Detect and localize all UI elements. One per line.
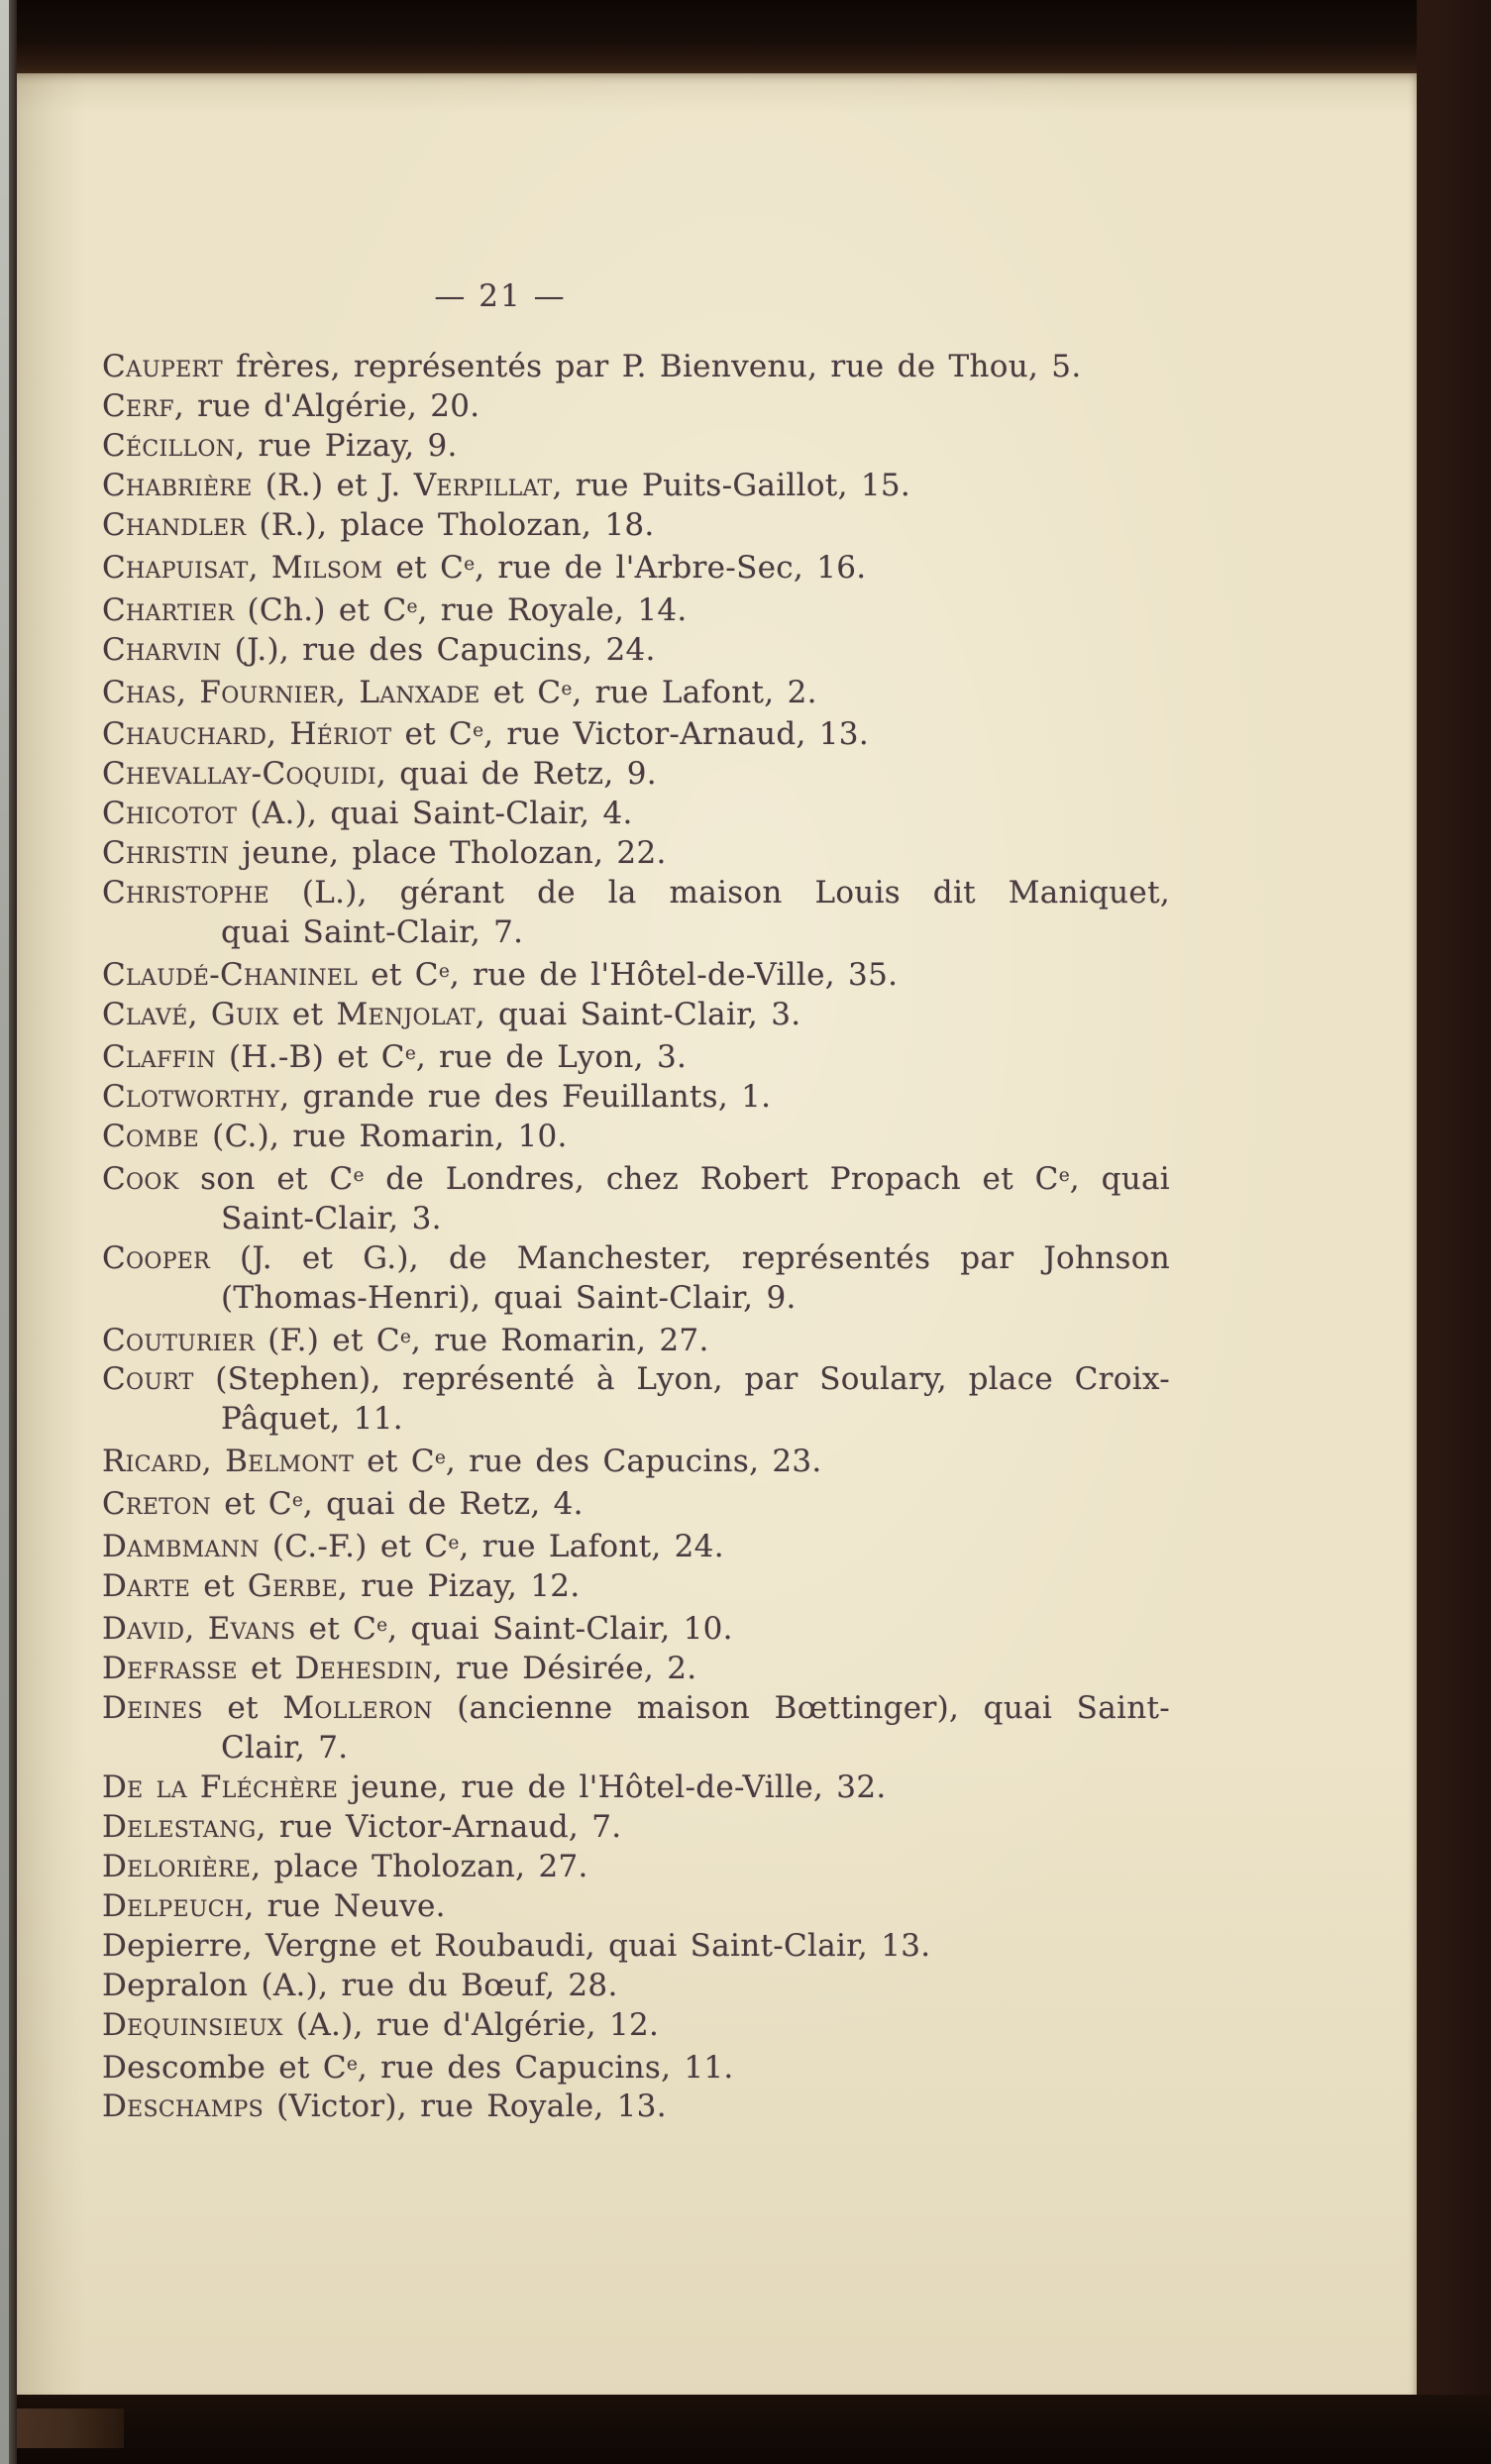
- entry-text: Clair, 7.: [221, 1729, 349, 1766]
- entry-line-continuation: [102, 1728, 1170, 1768]
- directory-entry: [102, 630, 1170, 670]
- entry-line: [102, 630, 1170, 670]
- entry-name: Creton: [102, 1485, 212, 1522]
- entry-text: (C.), rue Romarin, 10.: [199, 1118, 568, 1154]
- entry-line: [102, 1117, 1170, 1156]
- entry-name: Couturier: [102, 1322, 256, 1358]
- entry-line: [102, 505, 1170, 545]
- entry-name: Christin: [102, 835, 230, 872]
- directory-entry: [102, 1524, 1170, 1566]
- entry-text: , rue de Lyon, 3.: [415, 1038, 688, 1075]
- entry-text: , quai Saint-Clair, 10.: [387, 1610, 733, 1647]
- entry-name: Cécillon: [102, 428, 236, 464]
- directory-entry: [102, 347, 1170, 386]
- superscript: e: [1058, 1164, 1070, 1186]
- entry-line: [102, 754, 1170, 794]
- entry-name: Dehesdin: [294, 1650, 433, 1686]
- entry-line: [102, 952, 1170, 995]
- superscript: e: [376, 1614, 388, 1636]
- entry-text: (Stephen), représenté à Lyon, par Soulary, place Croix-: [193, 1361, 1170, 1398]
- entry-text: , rue Lafont, 2.: [572, 674, 817, 710]
- entry-name: De la Fléchère: [102, 1768, 339, 1805]
- entry-name: Defrasse: [102, 1650, 238, 1686]
- superscript: e: [561, 678, 573, 699]
- directory-entry: [102, 1768, 1170, 1807]
- entry-name: Ricard: [102, 1444, 202, 1480]
- entry-line: [102, 1077, 1170, 1117]
- entry-text: , rue Lafont, 24.: [459, 1528, 724, 1564]
- entry-text: , place Tholozan, 27.: [251, 1848, 588, 1884]
- entry-name: Deines: [102, 1689, 203, 1726]
- entry-line: [102, 794, 1170, 833]
- superscript: e: [346, 2053, 358, 2075]
- entry-line: [102, 1238, 1170, 1278]
- directory-entry: [102, 1359, 1170, 1439]
- entry-line: [102, 670, 1170, 712]
- entry-text: , rue Victor-Arnaud, 13.: [483, 716, 869, 753]
- entry-text: , rue Romarin, 27.: [410, 1322, 709, 1358]
- entry-name: Fournier: [199, 674, 337, 710]
- entry-text: , rue Puits-Gaillot, 15.: [552, 468, 911, 503]
- entry-line: [102, 2087, 1170, 2126]
- entry-name: Delorière: [102, 1848, 252, 1884]
- entry-line: [102, 1886, 1170, 1926]
- entry-line: [102, 1318, 1170, 1360]
- entry-name: Darte: [102, 1567, 191, 1604]
- entry-name: Belmont: [225, 1444, 355, 1480]
- directory-entry: [102, 995, 1170, 1034]
- entry-text: , rue d'Algérie, 20.: [173, 388, 480, 424]
- superscript: e: [399, 1326, 411, 1347]
- entry-text: (J. et G.), de Manchester, représentés par Johnson: [210, 1239, 1170, 1276]
- entry-text: et: [202, 1689, 283, 1726]
- entry-name: Evans: [207, 1610, 296, 1647]
- entry-text: , rue Victor-Arnaud, 7.: [256, 1808, 622, 1845]
- entry-line: [102, 1481, 1170, 1524]
- entry-line: [102, 2005, 1170, 2045]
- entry-text: , rue de l'Arbre-Sec, 16.: [475, 549, 867, 586]
- directory-entry: [102, 588, 1170, 630]
- entry-text: , rue Désirée, 2.: [432, 1650, 697, 1686]
- entry-text: (A.), quai Saint-Clair, 4.: [237, 796, 633, 832]
- entry-line: [102, 1524, 1170, 1566]
- entry-line: [102, 347, 1170, 386]
- entry-text: (H.-B) et C: [215, 1038, 405, 1075]
- entry-line: [102, 1606, 1170, 1649]
- entry-name: Cook: [102, 1160, 179, 1197]
- entry-text: (J.), rue des Capucins, 24.: [221, 631, 656, 668]
- entry-line: [102, 386, 1170, 426]
- entry-text: de Londres, chez Robert Propach et C: [364, 1160, 1059, 1197]
- entry-text: , quai de Retz, 4.: [302, 1485, 584, 1522]
- superscript: e: [291, 1490, 303, 1512]
- entry-text: et C: [382, 549, 465, 586]
- entry-text: (F.) et C: [255, 1322, 400, 1358]
- superscript: e: [406, 595, 418, 617]
- entry-line: [102, 1649, 1170, 1688]
- entry-text: ,: [201, 1444, 226, 1480]
- entry-line: [102, 711, 1170, 754]
- superscript: e: [404, 1042, 416, 1064]
- directory-entry: [102, 711, 1170, 754]
- entry-line: [102, 545, 1170, 588]
- directory-entry: [102, 1439, 1170, 1481]
- directory-entry: [102, 1649, 1170, 1688]
- entry-line: [102, 873, 1170, 912]
- entry-name: Guix: [210, 996, 279, 1032]
- directory-entry: [102, 1688, 1170, 1768]
- entry-text: (Victor), rue Royale, 13.: [264, 2089, 667, 2125]
- entry-name: Cerf: [102, 388, 174, 424]
- superscript: e: [473, 720, 484, 742]
- directory-entry: [102, 794, 1170, 833]
- entry-line: [102, 426, 1170, 466]
- directory-entry: [102, 1926, 1170, 1966]
- binding-right: [1417, 0, 1491, 2464]
- entry-text: ,: [266, 716, 290, 753]
- entry-text: (A.), rue d'Algérie, 12.: [282, 2006, 660, 2043]
- entry-name: Cooper: [102, 1239, 211, 1276]
- entry-name: Chartier: [102, 591, 235, 628]
- entry-text: et: [237, 1650, 295, 1686]
- entry-text: (Thomas-Henri), quai Saint-Clair, 9.: [221, 1279, 797, 1316]
- directory-entry: [102, 1807, 1170, 1847]
- directory-entry: [102, 1606, 1170, 1649]
- binding-top: [0, 0, 1491, 73]
- directory-entry: [102, 1481, 1170, 1524]
- entry-name: Chapuisat: [102, 549, 249, 586]
- entry-line-continuation: [102, 1278, 1170, 1318]
- entry-text: , quai Saint-Clair, 3.: [475, 996, 801, 1032]
- entry-line: [102, 588, 1170, 630]
- entry-text: ,: [336, 674, 360, 710]
- entry-text: Saint-Clair, 3.: [221, 1200, 442, 1236]
- entry-name: Chauchard: [102, 716, 267, 753]
- scan-edge: [0, 0, 9, 2464]
- entry-text: , rue des Capucins, 23.: [445, 1444, 822, 1480]
- directory-entry: [102, 1886, 1170, 1926]
- entry-text: Descombe et C: [102, 2049, 347, 2086]
- entry-text: , grande rue des Feuillants, 1.: [279, 1078, 772, 1115]
- entry-line: [102, 1807, 1170, 1847]
- entry-text: (ancienne maison Bœttinger), quai Saint-: [432, 1689, 1170, 1726]
- entry-name: Chabrière: [102, 468, 253, 503]
- entry-name: Chicotot: [102, 796, 238, 832]
- superscript: e: [438, 961, 450, 983]
- entry-name: Claudé-Chaninel: [102, 956, 359, 993]
- entry-name: Chas: [102, 674, 177, 710]
- directory-entry: [102, 952, 1170, 995]
- entry-text: , rue Neuve.: [244, 1887, 446, 1924]
- directory-entry: [102, 1966, 1170, 2005]
- entry-text: jeune, rue de l'Hôtel-de-Ville, 32.: [338, 1768, 887, 1805]
- entry-text: et C: [354, 1444, 435, 1480]
- superscript: e: [448, 1532, 460, 1553]
- entry-line: [102, 833, 1170, 873]
- entry-name: Hériot: [289, 716, 392, 753]
- directory-list: [102, 347, 1170, 2126]
- directory-entry: [102, 466, 1170, 505]
- entry-text: jeune, place Tholozan, 22.: [229, 835, 667, 872]
- directory-entry: [102, 833, 1170, 873]
- entry-name: Gerbe: [247, 1567, 338, 1604]
- superscript: e: [464, 554, 476, 575]
- directory-entry: [102, 873, 1170, 952]
- binding-bottom: [0, 2395, 1491, 2464]
- entry-line-continuation: [102, 1399, 1170, 1439]
- entry-text: Depralon (A.), rue du Bœuf, 28.: [102, 1967, 618, 2003]
- entry-name: David: [102, 1610, 185, 1647]
- entry-text: Pâquet, 11.: [221, 1401, 403, 1438]
- entry-text: , rue Pizay, 12.: [338, 1567, 581, 1604]
- entry-text: , quai: [1069, 1160, 1170, 1197]
- entry-name: Claffin: [102, 1038, 216, 1075]
- entry-name: Combe: [102, 1118, 200, 1154]
- entry-line: [102, 1566, 1170, 1606]
- directory-entry: [102, 1238, 1170, 1318]
- entry-name: Charvin: [102, 631, 222, 668]
- directory-entry: [102, 1566, 1170, 1606]
- entry-text: (L.), gérant de la maison Louis dit Maniquet,: [269, 875, 1170, 911]
- entry-name: Clotworthy: [102, 1078, 280, 1115]
- entry-name: Christophe: [102, 875, 269, 911]
- directory-entry: [102, 1847, 1170, 1886]
- directory-entry: [102, 1117, 1170, 1156]
- entry-text: et: [278, 996, 337, 1032]
- entry-name: Chandler: [102, 507, 247, 543]
- entry-line: [102, 2045, 1170, 2088]
- directory-entry: [102, 1034, 1170, 1077]
- entry-line-continuation: [102, 1199, 1170, 1238]
- page-edge-shadow: [9, 0, 17, 2464]
- entry-name: Dambmann: [102, 1528, 260, 1564]
- entry-text: et: [190, 1567, 248, 1604]
- entry-name: Dequinsieux: [102, 2006, 283, 2043]
- entry-text: , quai de Retz, 9.: [375, 756, 657, 793]
- entry-text: ,: [176, 674, 200, 710]
- entry-text: ,: [187, 996, 211, 1032]
- entry-text: et C: [358, 956, 439, 993]
- entry-line: [102, 1439, 1170, 1481]
- entry-line: [102, 1926, 1170, 1966]
- entry-line: [102, 1359, 1170, 1399]
- entry-name: Court: [102, 1361, 194, 1398]
- entry-name: Clavé: [102, 996, 188, 1032]
- entry-line: [102, 995, 1170, 1034]
- page: [16, 73, 1417, 2395]
- directory-entry: [102, 1156, 1170, 1238]
- entry-text: et C: [391, 716, 474, 753]
- entry-name: Caupert: [102, 349, 223, 384]
- entry-line: [102, 1966, 1170, 2005]
- entry-text: frères, représentés par P. Bienvenu, rue de Thou, 5.: [222, 349, 1082, 384]
- entry-text: et C: [295, 1610, 377, 1647]
- entry-line-continuation: [102, 912, 1170, 952]
- entry-text: (R.) et J.: [252, 468, 414, 503]
- directory-entry: [102, 2005, 1170, 2045]
- page-number: — 21 —: [434, 278, 567, 314]
- book-board-corner: [5, 2409, 124, 2448]
- entry-text: ,: [184, 1610, 208, 1647]
- directory-entry: [102, 386, 1170, 426]
- entry-name: Milsom: [270, 549, 383, 586]
- entry-text: quai Saint-Clair, 7.: [221, 914, 524, 951]
- directory-entry: [102, 2087, 1170, 2126]
- entry-text: , rue des Capucins, 11.: [357, 2049, 734, 2086]
- entry-line: [102, 1768, 1170, 1807]
- entry-text: son et C: [178, 1160, 354, 1197]
- directory-entry: [102, 426, 1170, 466]
- directory-entry: [102, 545, 1170, 588]
- entry-name: Verpillat: [413, 468, 553, 503]
- entry-text: Depierre, Vergne et Roubaudi, quai Saint-Clair, 13.: [102, 1927, 931, 1964]
- entry-line: [102, 1688, 1170, 1728]
- entry-name: Delestang: [102, 1808, 257, 1845]
- entry-name: Molleron: [282, 1689, 433, 1726]
- entry-line: [102, 1847, 1170, 1886]
- entry-name: Lanxade: [359, 674, 480, 710]
- entry-name: Delpeuch: [102, 1887, 245, 1924]
- directory-entry: [102, 505, 1170, 545]
- directory-entry: [102, 1318, 1170, 1360]
- superscript: e: [353, 1164, 365, 1186]
- superscript: e: [434, 1447, 446, 1469]
- entry-text: , rue de l'Hôtel-de-Ville, 35.: [449, 956, 899, 993]
- entry-line: [102, 1156, 1170, 1199]
- entry-name: Deschamps: [102, 2089, 264, 2125]
- entry-line: [102, 1034, 1170, 1077]
- entry-name: Menjolat: [336, 996, 476, 1032]
- entry-name: Chevallay-Coquidi: [102, 756, 376, 793]
- entry-text: , rue Royale, 14.: [417, 591, 688, 628]
- entry-text: (Ch.) et C: [234, 591, 407, 628]
- entry-line: [102, 466, 1170, 505]
- directory-entry: [102, 754, 1170, 794]
- entry-text: (R.), place Tholozan, 18.: [246, 507, 655, 543]
- entry-text: et C: [479, 674, 562, 710]
- entry-text: et C: [211, 1485, 292, 1522]
- entry-text: , rue Pizay, 9.: [235, 428, 458, 464]
- directory-entry: [102, 670, 1170, 712]
- directory-entry: [102, 1077, 1170, 1117]
- directory-entry: [102, 2045, 1170, 2088]
- entry-text: (C.-F.) et C: [259, 1528, 449, 1564]
- entry-text: ,: [248, 549, 271, 586]
